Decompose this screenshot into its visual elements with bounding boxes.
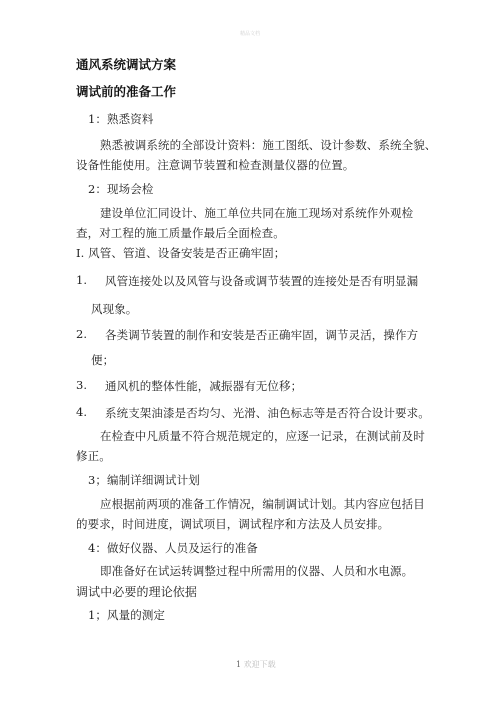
- header-mark: 精品文档: [240, 31, 261, 37]
- list-item-line: 风现象。: [91, 302, 138, 316]
- paragraph-line: 建设单位汇同设计、施工单位共同在施工现场对系统作外观检: [100, 206, 414, 220]
- paragraph-line: 修正。: [76, 449, 111, 463]
- list-item-line: 各类调节装置的制作和安装是否正确牢固，调节灵活，操作方: [105, 328, 419, 342]
- paragraph-line: 在检查中凡质量不符合规范规定的，应逐一记录，在测试前及时: [100, 429, 425, 443]
- paragraph-line: 即准备好在试运转调整过程中所需用的仪器、人员和水电源。: [100, 564, 414, 578]
- list-item-roman: I. 风管、管道、设备安装是否正确牢固；: [76, 246, 286, 260]
- section-heading-theory: 调试中必要的理论依据: [76, 585, 198, 599]
- paragraph-line: 查，对工程的施工质量作最后全面检查。: [76, 226, 285, 240]
- list-item-line: 通风机的整体性能，减振器有无位移；: [105, 379, 303, 393]
- footer-label: 欢迎下载: [243, 660, 276, 669]
- page-number: 1: [236, 660, 242, 669]
- list-item-line: 便；: [91, 353, 115, 367]
- list-number: 1.: [76, 273, 88, 287]
- paragraph-line: 应根据前两项的准备工作情况，编制调试计划。其内容应包括目: [100, 497, 425, 511]
- paragraph-line: 设备性能使用。注意调节装置和检查测量仪器的位置。: [76, 158, 355, 172]
- list-number: 2.: [76, 327, 88, 341]
- paragraph-line: 的要求，时间进度，调试项目，调试程序和方法及人员安排。: [76, 517, 390, 531]
- subheading-3: 3；编制详细调试计划: [88, 473, 200, 487]
- document-title: 通风系统调试方案: [76, 57, 177, 72]
- list-number: 4.: [76, 405, 88, 419]
- section-heading-preparation: 调试前的准备工作: [76, 84, 177, 99]
- subheading-4: 4：做好仪器、人员及运行的准备: [88, 541, 258, 555]
- paragraph-line: 熟悉被调系统的全部设计资料：施工图纸、设计参数、系统全貌、: [100, 138, 437, 152]
- subheading-5: 1；风量的测定: [88, 608, 166, 622]
- page-footer: [236, 659, 276, 670]
- subheading-2: 2：现场会检: [88, 182, 154, 196]
- subheading-1: 1：熟悉资料: [88, 112, 154, 126]
- list-number: 3.: [76, 378, 88, 392]
- list-item-line: 风管连接处以及风管与设备或调节装置的连接处是否有明显漏: [105, 274, 419, 288]
- list-item-line: 系统支架油漆是否均匀、光滑、油色标志等是否符合设计要求。: [105, 406, 430, 420]
